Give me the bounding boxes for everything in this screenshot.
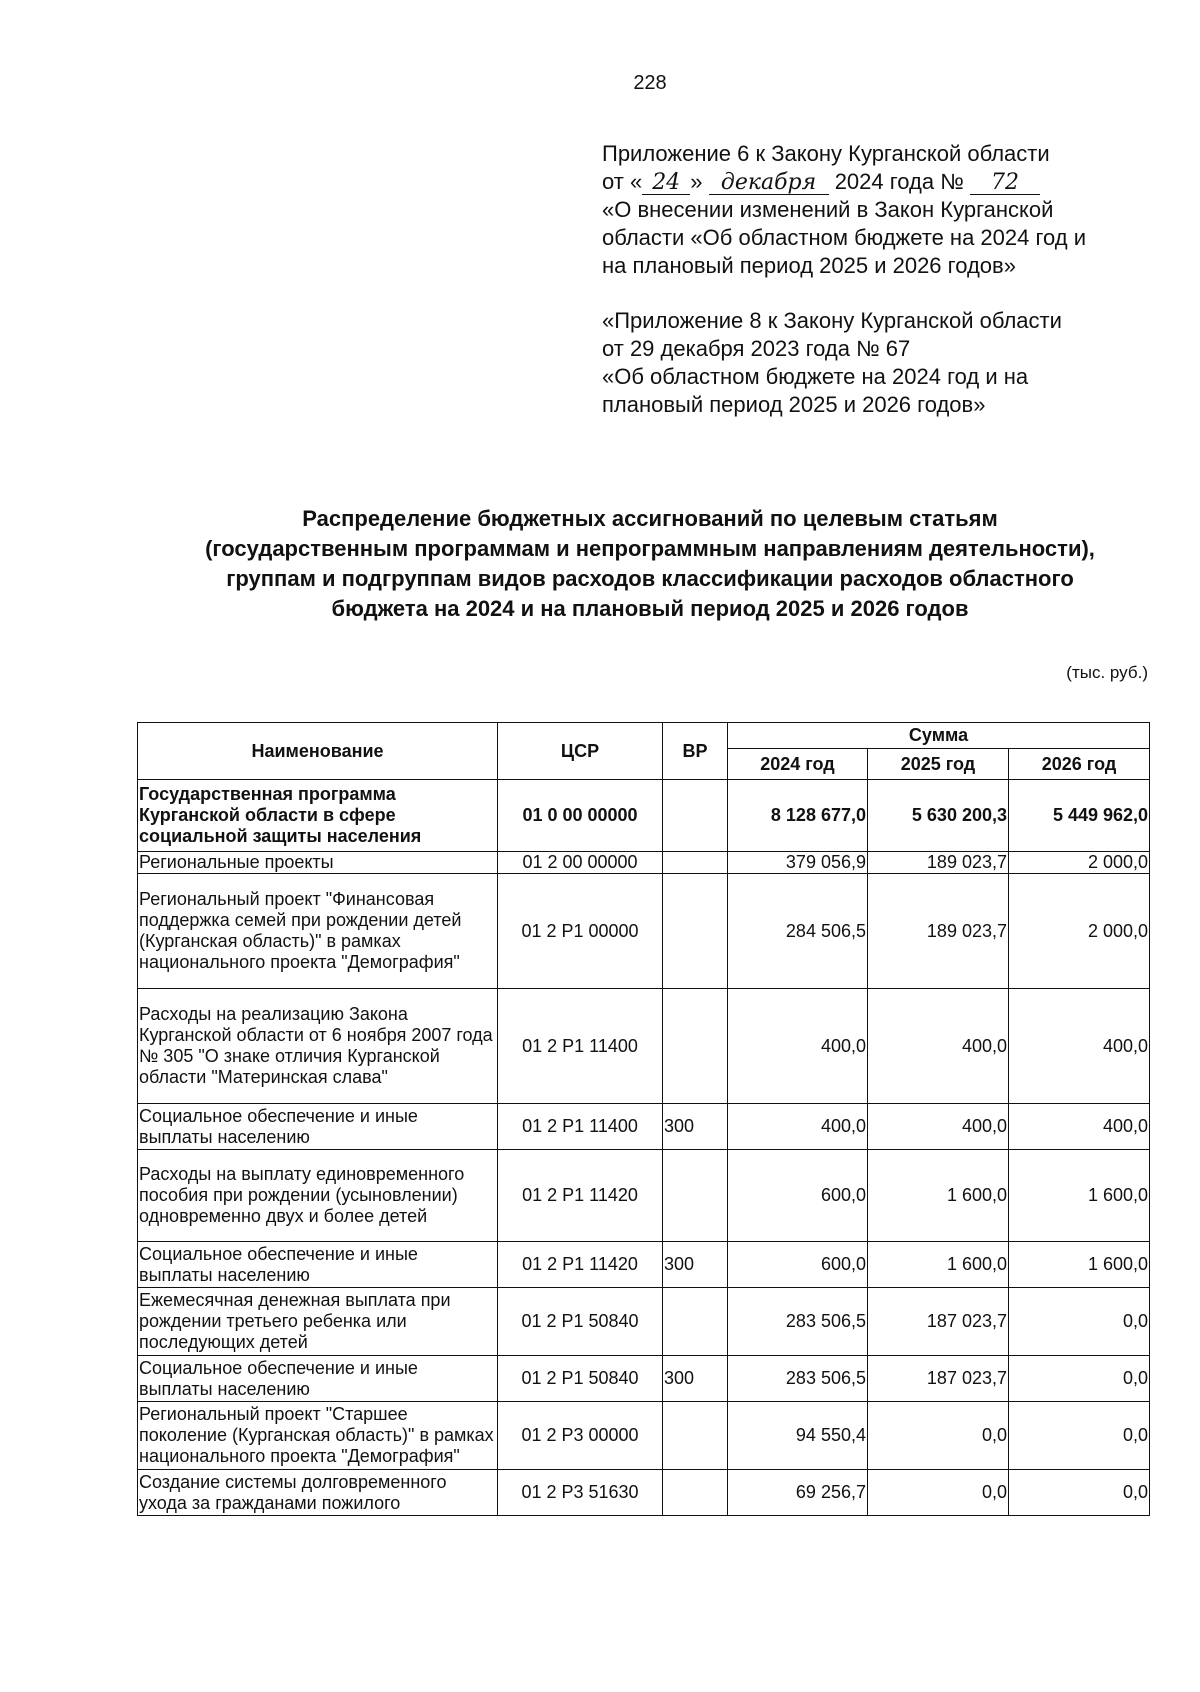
row-csr: 01 2 Р1 11400 [498, 1104, 663, 1150]
row-vr: 300 [663, 1104, 728, 1150]
annex-current-line4: области «Об областном бюджете на 2024 год и [602, 225, 1087, 250]
row-sum-2025: 5 630 200,3 [868, 780, 1009, 852]
row-csr: 01 2 Р3 00000 [498, 1402, 663, 1470]
annex-original-header [602, 307, 1162, 419]
row-vr: 300 [663, 1356, 728, 1402]
row-vr [663, 874, 728, 989]
header-2025: 2025 год [868, 749, 1009, 780]
row-sum-2025: 187 023,7 [868, 1288, 1009, 1356]
row-sum-2024: 379 056,9 [728, 852, 868, 874]
row-name: Социальное обеспечение и иные выплаты населению [138, 1356, 498, 1402]
row-sum-2024: 69 256,7 [728, 1470, 868, 1516]
annex-current-line1: Приложение 6 к Закону Курганской области [602, 141, 1050, 166]
row-name: Региональные проекты [138, 852, 498, 874]
table-row [138, 1242, 1150, 1288]
row-sum-2025: 1 600,0 [868, 1150, 1009, 1242]
row-name: Социальное обеспечение и иные выплаты населению [138, 1242, 498, 1288]
row-csr: 01 2 Р3 51630 [498, 1470, 663, 1516]
date-mid: » [690, 169, 703, 194]
row-name: Региональный проект "Старшее поколение (Курганская область)" в рамках национального проекта "Демография" [138, 1402, 498, 1470]
row-vr [663, 1288, 728, 1356]
row-sum-2026: 0,0 [1009, 1356, 1150, 1402]
table-row [138, 1356, 1150, 1402]
row-sum-2024: 400,0 [728, 989, 868, 1104]
row-vr [663, 1402, 728, 1470]
row-vr [663, 1470, 728, 1516]
row-sum-2024: 283 506,5 [728, 1356, 868, 1402]
table-row [138, 1104, 1150, 1150]
document-title [110, 504, 1190, 624]
row-sum-2026: 2 000,0 [1009, 852, 1150, 874]
title-line2: (государственным программам и непрограммным направлениям деятельности), [205, 536, 1095, 561]
row-sum-2026: 400,0 [1009, 1104, 1150, 1150]
row-sum-2026: 2 000,0 [1009, 874, 1150, 989]
row-sum-2024: 284 506,5 [728, 874, 868, 989]
row-sum-2026: 1 600,0 [1009, 1242, 1150, 1288]
row-sum-2025: 400,0 [868, 1104, 1009, 1150]
header-sum: Сумма [728, 723, 1150, 749]
row-name: Региональный проект "Финансовая поддержка семей при рождении детей (Курганская область)" в рамках национального проекта "Демография" [138, 874, 498, 989]
annex-current-header [602, 140, 1162, 280]
row-sum-2025: 187 023,7 [868, 1356, 1009, 1402]
table-row [138, 852, 1150, 874]
row-sum-2025: 189 023,7 [868, 852, 1009, 874]
budget-table [137, 722, 1150, 1516]
page-number: 228 [633, 72, 667, 94]
unit-note: (тыс. руб.) [1066, 663, 1148, 682]
row-sum-2024: 8 128 677,0 [728, 780, 868, 852]
row-sum-2024: 94 550,4 [728, 1402, 868, 1470]
row-sum-2025: 189 023,7 [868, 874, 1009, 989]
row-vr [663, 989, 728, 1104]
row-sum-2025: 400,0 [868, 989, 1009, 1104]
table-row [138, 1150, 1150, 1242]
handwritten-month: декабря [709, 172, 829, 195]
row-csr: 01 2 Р1 11420 [498, 1242, 663, 1288]
row-sum-2026: 0,0 [1009, 1402, 1150, 1470]
annex-original-line3: «Об областном бюджете на 2024 год и на [602, 364, 1029, 389]
row-sum-2024: 600,0 [728, 1242, 868, 1288]
row-sum-2026: 5 449 962,0 [1009, 780, 1150, 852]
row-csr: 01 0 00 00000 [498, 780, 663, 852]
date-prefix: от « [602, 169, 643, 194]
row-sum-2024: 400,0 [728, 1104, 868, 1150]
row-name: Ежемесячная денежная выплата при рождении третьего ребенка или последующих детей [138, 1288, 498, 1356]
table-row [138, 780, 1150, 852]
annex-original-line4: плановый период 2025 и 2026 годов» [602, 392, 986, 417]
annex-original-line1: «Приложение 8 к Закону Курганской области [602, 308, 1062, 333]
row-vr [663, 780, 728, 852]
row-vr [663, 1150, 728, 1242]
row-sum-2025: 0,0 [868, 1402, 1009, 1470]
row-csr: 01 2 Р1 11400 [498, 989, 663, 1104]
row-csr: 01 2 Р1 00000 [498, 874, 663, 989]
date-year: 2024 года № [834, 169, 964, 194]
row-name: Государственная программа Курганской области в сфере социальной защиты населения [138, 780, 498, 852]
row-name: Создание системы долговременного ухода за гражданами пожилого [138, 1470, 498, 1516]
row-sum-2026: 0,0 [1009, 1470, 1150, 1516]
header-vr: ВР [663, 723, 728, 780]
header-2024: 2024 год [728, 749, 868, 780]
title-line3: группам и подгруппам видов расходов классификации расходов областного [226, 566, 1074, 591]
row-sum-2026: 1 600,0 [1009, 1150, 1150, 1242]
row-vr [663, 852, 728, 874]
row-sum-2026: 400,0 [1009, 989, 1150, 1104]
row-csr: 01 2 Р1 11420 [498, 1150, 663, 1242]
row-sum-2026: 0,0 [1009, 1288, 1150, 1356]
row-sum-2025: 1 600,0 [868, 1242, 1009, 1288]
table-row [138, 1288, 1150, 1356]
row-sum-2025: 0,0 [868, 1470, 1009, 1516]
row-name: Расходы на реализацию Закона Курганской области от 6 ноября 2007 года № 305 "О знаке отличия Курганской области "Материнская слава" [138, 989, 498, 1104]
header-name: Наименование [138, 723, 498, 780]
handwritten-law-number: 72 [970, 172, 1040, 195]
annex-current-line3: «О внесении изменений в Закон Курганской [602, 197, 1054, 222]
title-line1: Распределение бюджетных ассигнований по целевым статьям [302, 506, 998, 531]
title-line4: бюджета на 2024 и на плановый период 2025 и 2026 годов [331, 596, 969, 621]
annex-current-line5: на плановый период 2025 и 2026 годов» [602, 253, 1016, 278]
row-sum-2024: 600,0 [728, 1150, 868, 1242]
row-csr: 01 2 Р1 50840 [498, 1288, 663, 1356]
handwritten-day: 24 [642, 172, 690, 195]
row-csr: 01 2 Р1 50840 [498, 1356, 663, 1402]
table-row [138, 1470, 1150, 1516]
annex-original-line2: от 29 декабря 2023 года № 67 [602, 336, 911, 361]
table-row [138, 1402, 1150, 1470]
table-row [138, 874, 1150, 989]
row-vr: 300 [663, 1242, 728, 1288]
row-csr: 01 2 00 00000 [498, 852, 663, 874]
header-2026: 2026 год [1009, 749, 1150, 780]
table-row [138, 989, 1150, 1104]
row-sum-2024: 283 506,5 [728, 1288, 868, 1356]
header-csr: ЦСР [498, 723, 663, 780]
annex-current-date-line [602, 168, 1162, 196]
row-name: Социальное обеспечение и иные выплаты населению [138, 1104, 498, 1150]
row-name: Расходы на выплату единовременного пособия при рождении (усыновлении) одновременно двух и более детей [138, 1150, 498, 1242]
budget-table-body [138, 780, 1150, 1516]
